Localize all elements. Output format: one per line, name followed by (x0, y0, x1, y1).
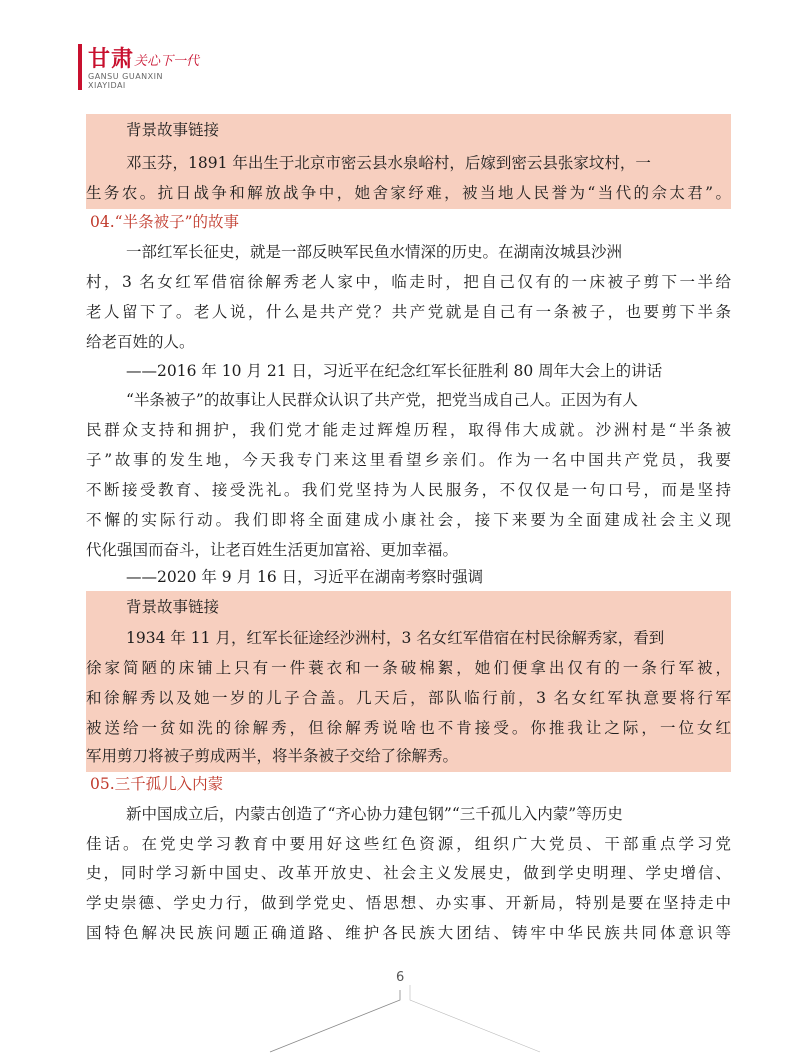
section-05-p1-line-5: 国特色解决民族问题正确道路、维护各民族大团结、铸牢中华民族共同体意识等 (86, 924, 731, 942)
box2-line-3: 和徐解秀以及她一岁的儿子合盖。几天后，部队临行前，3 名女红军执意要将行军 (86, 689, 731, 707)
box2-line-2: 徐家简陋的床铺上只有一件蓑衣和一条破棉絮，她们便拿出仅有的一条行军被， (86, 659, 731, 677)
section-04-p2-line-2: 民群众支持和拥护，我们党才能走过辉煌历程，取得伟大成就。沙洲村是“半条被 (86, 421, 731, 439)
box2-line-5: 军用剪刀将被子剪成两半，将半条被子交给了徐解秀。 (86, 747, 459, 765)
section-04-p2-line-6: 代化强国而奋斗，让老百姓生活更加富裕、更加幸福。 (86, 541, 459, 559)
section-04-heading: 04.“半条被子”的故事 (90, 213, 239, 231)
section-04-p2-line-5: 不懈的实际行动。我们即将全面建成小康社会，接下来要为全面建成社会主义现 (86, 511, 731, 529)
section-05-heading: 05.三千孤儿入内蒙 (90, 775, 224, 793)
box1-title: 背景故事链接 (126, 121, 220, 139)
logo-english-line-1: GANSU GUANXIN (88, 72, 163, 81)
section-04-p2-line-1: “半条被子”的故事让人民群众认识了共产党，把党当成自己人。正因为有人 (126, 391, 638, 409)
box1-line-2: 生务农。抗日战争和解放战争中，她舍家纾难，被当地人民誉为“当代的佘太君”。 (86, 184, 731, 202)
section-04-p1-line-4: 给老百姓的人。 (86, 333, 195, 351)
section-05-p1-line-1: 新中国成立后，内蒙古创造了“齐心协力建包钢”“三千孤儿入内蒙”等历史 (126, 805, 623, 823)
box2-line-4: 被送给一贫如洗的徐解秀，但徐解秀说啥也不肯接受。你推我让之际，一位女红 (86, 719, 731, 737)
section-05-p1-line-2: 佳话。在党史学习教育中要用好这些红色资源，组织广大党员、干部重点学习党 (86, 835, 731, 853)
section-04-p2-line-3: 子”故事的发生地，今天我专门来这里看望乡亲们。作为一名中国共产党员，我要 (86, 451, 731, 469)
box1-line-1: 邓玉芬，1891 年出生于北京市密云县水泉峪村，后嫁到密云县张家坟村，一 (126, 154, 651, 172)
section-04-p1-line-1: 一部红军长征史，就是一部反映军民鱼水情深的历史。在湖南汝城县沙洲 (126, 243, 623, 261)
section-04-p2-line-4: 不断接受教育、接受洗礼。我们党坚持为人民服务，不仅仅是一句口号，而是坚持 (86, 481, 731, 499)
section-05-p1-line-4: 学史崇德、学史力行，做到学党史、悟思想、办实事、开新局，特别是要在坚持走中 (86, 894, 731, 912)
logo-english-line-2: XIAYIDAI (88, 81, 126, 90)
page-number: 6 (396, 970, 405, 985)
section-04-source-2: ——2020 年 9 月 16 日，习近平在湖南考察时强调 (126, 568, 484, 586)
logo-main-text: 甘肃 (88, 46, 135, 72)
box2-line-1: 1934 年 11 月，红军长征途经沙洲村，3 名女红军借宿在村民徐解秀家，看到 (126, 629, 665, 647)
logo-sub-text: 关心下一代 (134, 54, 200, 69)
section-05-p1-line-3: 史，同时学习新中国史、改革开放史、社会主义发展史，做到学史明理、学史增信、 (86, 864, 731, 882)
section-04-p1-line-3: 老人留下了。老人说，什么是共产党？共产党就是自己有一条被子，也要剪下半条 (86, 303, 731, 321)
box2-title: 背景故事链接 (126, 598, 220, 616)
section-04-source-1: ——2016 年 10 月 21 日，习近平在纪念红军长征胜利 80 周年大会上的讲话 (126, 362, 663, 380)
section-04-p1-line-2: 村，3 名女红军借宿徐解秀老人家中，临走时，把自己仅有的一床被子剪下一半给 (86, 273, 731, 291)
